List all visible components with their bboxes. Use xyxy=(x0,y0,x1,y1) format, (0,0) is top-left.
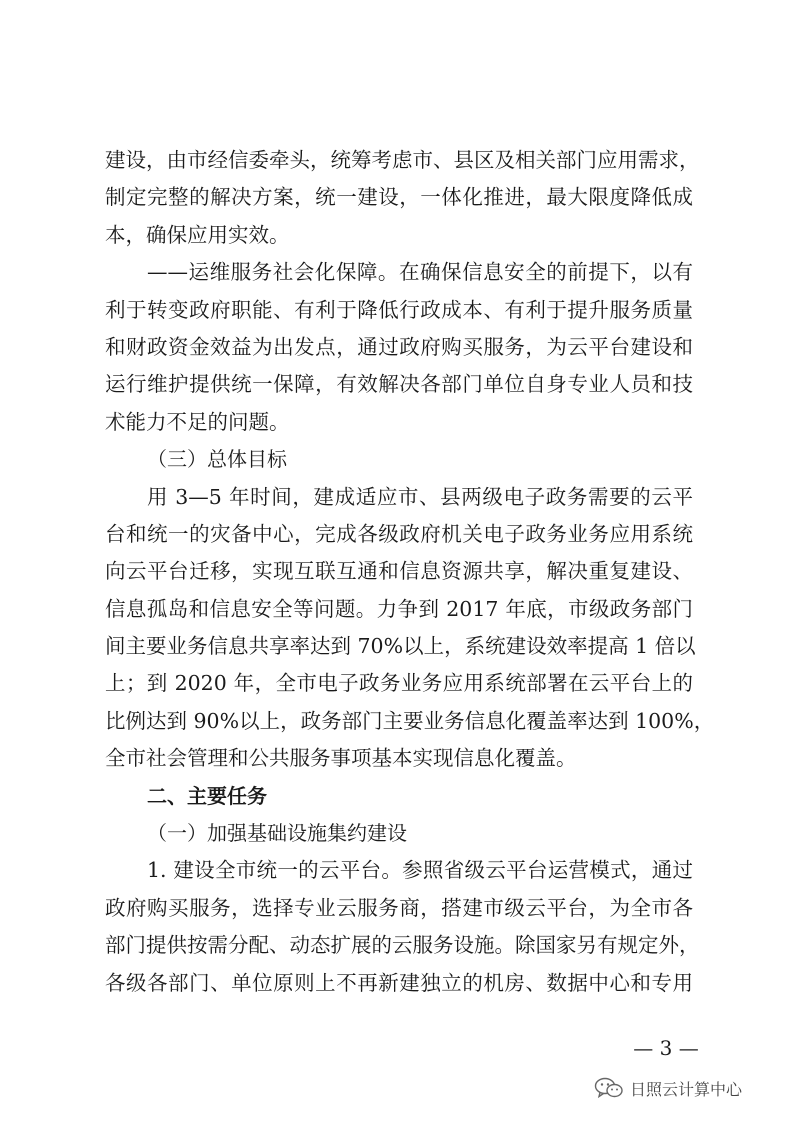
body-line: 利于转变政府职能、有利于降低行政成本、有利于提升服务质量 xyxy=(105,297,693,322)
body-line: 比例达到 90%以上，政务部门主要业务信息化覆盖率达到 100%， xyxy=(105,708,715,733)
document-body xyxy=(105,142,715,1002)
body-line: 间主要业务信息共享率达到 70%以上，系统建设效率提高 1 倍以 xyxy=(105,634,696,659)
chapter-heading: 二、主要任务 xyxy=(147,783,267,808)
body-line: 向云平台迁移，实现互联互通和信息资源共享，解决重复建设、 xyxy=(105,559,693,584)
body-line: 和财政资金效益为出发点，通过政府购买服务，为云平台建设和 xyxy=(105,334,693,359)
body-line: 各级各部门、单位原则上不再新建独立的机房、数据中心和专用 xyxy=(105,970,693,995)
watermark-text: 日照云计算中心 xyxy=(630,1079,743,1099)
body-line: 全市社会管理和公共服务事项基本实现信息化覆盖。 xyxy=(105,746,577,771)
wechat-icon xyxy=(594,1076,624,1100)
wechat-watermark xyxy=(594,1073,742,1103)
body-line: ——运维服务社会化保障。在确保信息安全的前提下，以有 xyxy=(147,260,693,285)
body-line: 制定完整的解决方案，统一建设，一体化推进，最大限度降低成 xyxy=(105,185,693,210)
body-line: 台和统一的灾备中心，完成各级政府机关电子政务业务应用系统 xyxy=(105,521,693,546)
body-line: 建设，由市经信委牵头，统筹考虑市、县区及相关部门应用需求， xyxy=(105,148,700,172)
section-heading: （三）总体目标 xyxy=(147,447,287,472)
body-line: 政府购买服务，选择专业云服务商，搭建市级云平台，为全市各 xyxy=(105,895,693,920)
body-line: 1. 建设全市统一的云平台。参照省级云平台运营模式，通过 xyxy=(147,858,693,883)
page-number: — 3 — xyxy=(633,1036,699,1060)
section-heading: （一）加强基础设施集约建设 xyxy=(147,821,407,846)
body-line: 本，确保应用实效。 xyxy=(105,222,290,247)
body-line: 用 3—5 年时间，建成适应市、县两级电子政务需要的云平 xyxy=(147,484,693,509)
body-line: 信息孤岛和信息安全等问题。力争到 2017 年底，市级政务部门 xyxy=(105,596,693,621)
body-line: 术能力不足的问题。 xyxy=(105,409,290,434)
body-line: 运行维护提供统一保障，有效解决各部门单位自身专业人员和技 xyxy=(105,372,693,397)
body-line: 部门提供按需分配、动态扩展的云服务设施。除国家另有规定外， xyxy=(105,933,700,958)
body-line: 上；到 2020 年，全市电子政务业务应用系统部署在云平台上的 xyxy=(105,671,693,696)
